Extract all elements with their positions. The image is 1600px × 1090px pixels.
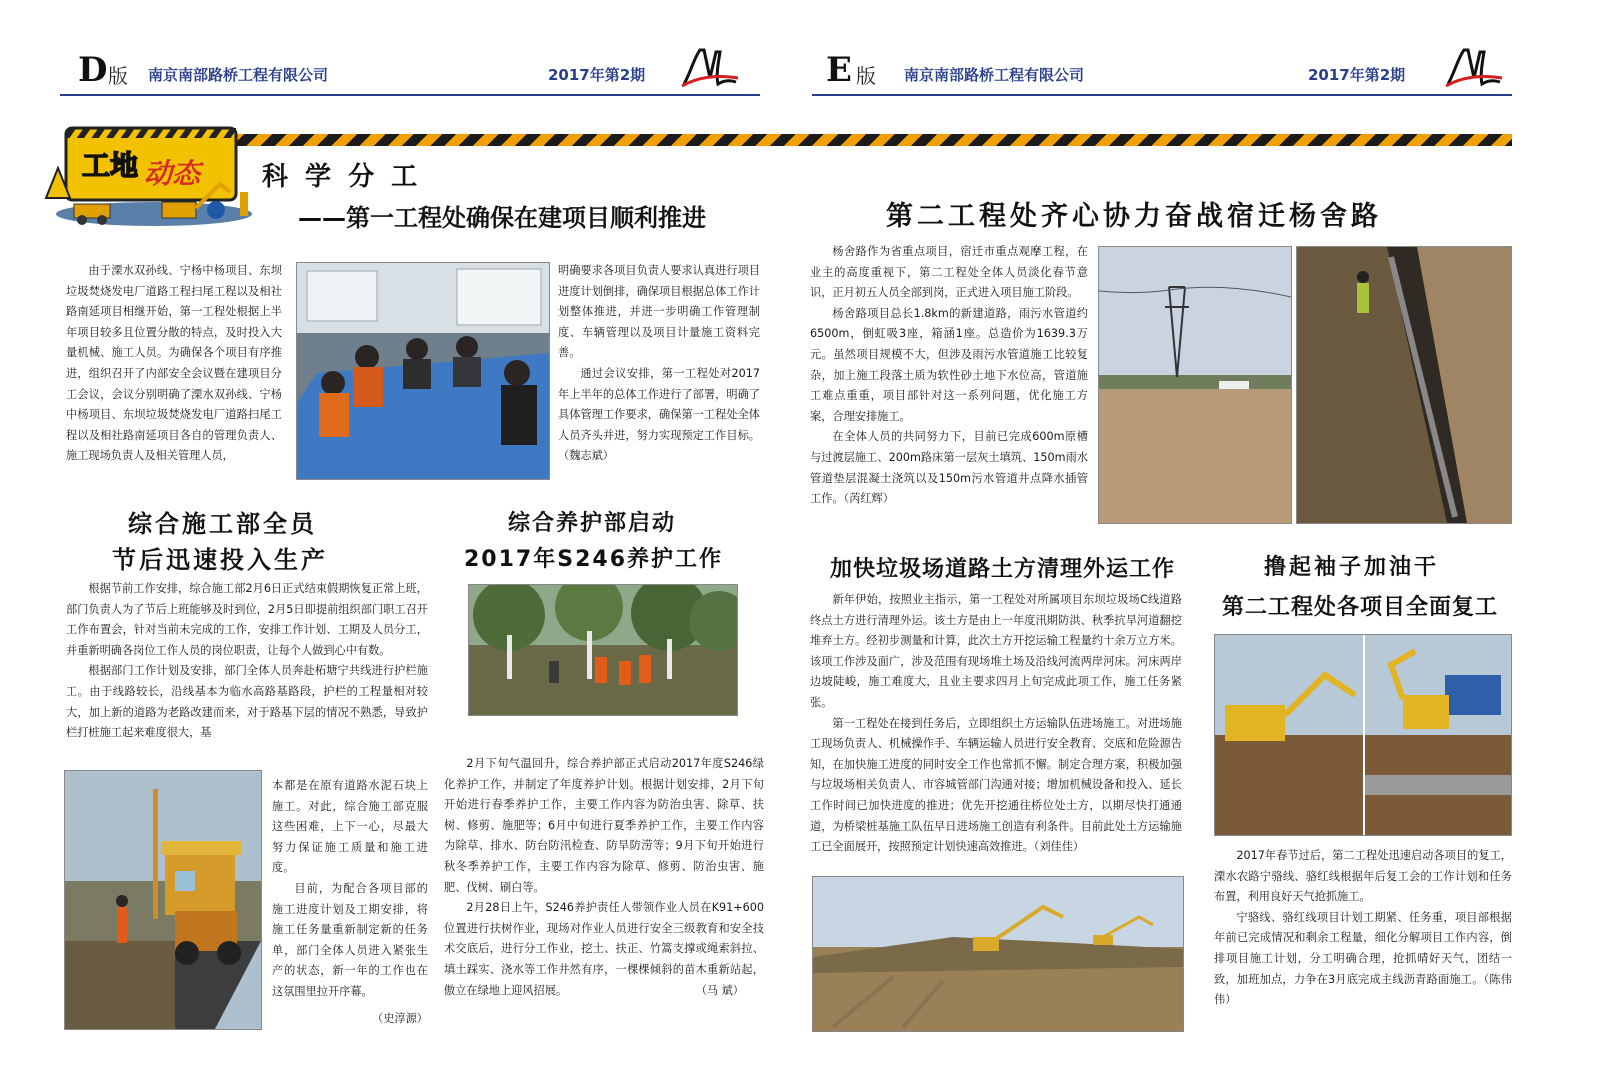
earthwork-photo xyxy=(812,876,1184,1032)
road-site-photo xyxy=(1098,246,1292,524)
tree-planting-photo xyxy=(468,584,738,716)
article-paragraph: 本都是在原有道路水泥石块上施工。对此，综合施工部克服这些困难，上下一心，尽最大努力保证施工质量和施工进度。 xyxy=(272,779,428,875)
author-signature: （马 斌） xyxy=(695,984,744,998)
article-paragraph: 2月下旬气温回升，综合养护部正式启动2017年度S246绿化养护工作，并制定了年度养护计划。根据计划安排，2月下旬开始进行春季养护工作，主要工作内容为防治虫害、除草、扶树、修剪、施肥等；6月中旬进行夏季养护工作，主要工作内容为除草、排水、防台防汛检查、防旱防涝等；9月下旬开始进行秋冬季养护工作，主要工作内容为除草、修剪、防治虫害、施肥、伐树、刷白等。 xyxy=(444,757,764,894)
article-paragraph: 由于溧水双孙线、宁杨中杨项目、东坝垃圾焚烧发电厂道路工程扫尾工程以及相社路南延项目相继开始，第一工程处根据上半年项目较多且位置分散的特点，及时投入大量机械、施工人员。为确保各个项目有序推进，组织召开了内部安全会议暨在建项目分工会议，会议分别明确了溧水双孙线、宁杨中杨项目、东坝垃圾焚烧发电厂道路扫尾工程以及相社路南延项目各自的管理负责人、施工现场负责人及相关管理人员， xyxy=(66,264,282,463)
article-title: 2017年S246养护工作 xyxy=(464,547,723,572)
article-title: 第二工程处各项目全面复工 xyxy=(1222,595,1499,620)
edition-label: 版 xyxy=(856,64,876,88)
article-paragraph: 第一工程处在接到任务后，立即组织土方运输队伍进场施工。对进场施工现场负责人、机械操作手、车辆运输人员进行安全教育、交底和危险源告知，在加快施工进度的同时安全工作也常抓不懈。制定合理方案，积极加强与垃圾场相关负责人、市容城管部门沟通对接；增加机械设备和投入、延长工作时间已加快进度的推进；优先开挖通往桥位处土方，以期尽快打通通道，为桥梁桩基施工队伍早日进场施工创造有利条件。目前此处土方运输施工已全面展开，按照预定计划快速高效推进。（刘佳佳） xyxy=(810,716,1182,854)
article-paragraph: 根据节前工作安排，综合施工部2月6日正式结束假期恢复正常上班，部门负责人为了节后上班能够及时到位，2月5日即提前组织部门职工召开工作布置会，针对当前未完成的工作，安排工作计划、工期及人员分工，并重新明确各岗位工作人员的岗位职责，让每个人做到心中有数。 xyxy=(66,582,428,657)
issue-number: 2017年第2期 xyxy=(1308,66,1406,84)
article-paragraph: 杨舍路作为省重点项目，宿迁市重点观摩工程，在业主的高度重视下，第二工程处全体人员淡化春节意识，正月初五人员全部到岗，正式进入项目施工阶段。 xyxy=(810,245,1088,300)
right-page-header xyxy=(812,44,1512,96)
article-column xyxy=(810,590,1182,858)
pile-driver-photo xyxy=(64,770,262,1030)
construction-badge-icon xyxy=(44,122,254,230)
article-column xyxy=(810,242,1088,510)
article-title: 第二工程处齐心协力奋战宿迁杨舍路 xyxy=(886,201,1382,232)
edition-label: 版 xyxy=(108,64,128,88)
edition-letter: D xyxy=(78,50,108,90)
article-column xyxy=(1214,846,1512,1011)
excavator-photo xyxy=(1214,634,1512,836)
article-column xyxy=(66,261,282,467)
article-paragraph: 目前，为配合各项目部的施工进度计划及工期安排，将施工任务量重新制定新的任务单，部门全体人员进入紧张生产的状态，新一年的工作也在这氛围里拉开序幕。 xyxy=(272,881,428,998)
header-rule xyxy=(60,94,760,96)
article-subtitle: ——第一工程处确保在建项目顺利推进 xyxy=(298,204,706,232)
trench-pipe-photo xyxy=(1296,246,1512,524)
article-paragraph: 在全体人员的共同努力下，目前已完成600m原槽与过渡层施工、200m路床第一层灰土填筑、150m雨水管道垫层混凝土浇筑以及150m污水管道井点降水插管工作。（芮红辉） xyxy=(810,430,1088,506)
article-title: 节后迅速投入生产 xyxy=(112,546,328,574)
article-column xyxy=(444,754,764,1002)
meeting-photo xyxy=(296,262,550,480)
article-title: 综合养护部启动 xyxy=(508,511,677,536)
badge-text-a: 工地 xyxy=(82,149,139,182)
article-title: 综合施工部全员 xyxy=(128,510,317,538)
article-paragraph: 2017年春节过后，第二工程处迅速启动各项目的复工，溧水农路宁骆线、骆红线根据年后复工会的工作计划和任务布置，利用良好天气抢抓施工。 xyxy=(1214,849,1512,904)
nl-logo-icon xyxy=(1444,44,1504,96)
article-title: 撸起袖子加油干 xyxy=(1264,555,1440,580)
edition-letter: E xyxy=(826,50,852,90)
issue-number: 2017年第2期 xyxy=(548,66,646,84)
left-page-header xyxy=(60,44,760,96)
article-paragraph: 宁骆线、骆红线项目计划工期紧、任务重，项目部根据年前已完成情况和剩余工程量，细化分解项目工作内容，倒排项目施工计划，分工明确合理，抢抓晴好天气，团结一致，加班加点，力争在3月底完成主线沥青路面施工。（陈伟伟） xyxy=(1214,910,1512,1007)
article-title: 科 学 分 工 xyxy=(262,162,422,192)
author-signature: （史淳源） xyxy=(372,1011,428,1025)
hazard-stripe xyxy=(230,134,1512,146)
article-paragraph: 通过会议安排，第一工程处对2017年上半年的总体工作进行了部署，明确了具体管理工作要求，确保第一工程处全体人员齐头并进，努力实现预定工作目标。（魏志斌） xyxy=(558,366,760,463)
article-paragraph: 明确要求各项目负责人要求认真进行项目进度计划倒排，确保项目根据总体工作计划整体推进，并进一步明确工作管理制度、车辆管理以及项目计量施工资料完善。 xyxy=(558,264,760,360)
article-title: 加快垃圾场道路土方清理外运工作 xyxy=(830,557,1176,582)
article-column xyxy=(272,776,428,1029)
nl-logo-icon xyxy=(680,44,740,96)
company-name: 南京南部路桥工程有限公司 xyxy=(904,66,1085,84)
article-column xyxy=(66,579,428,744)
company-name: 南京南部路桥工程有限公司 xyxy=(148,66,329,84)
article-column xyxy=(558,261,760,467)
article-paragraph: 新年伊始，按照业主指示，第一工程处对所属项目东坝垃圾场C线道路终点土方进行清理外运。该土方是由上一年度汛期防洪、秋季抗旱河道翻挖堆弃土方。经初步测量和计算，此次土方开挖运输工程量约十余万立方米。该项工作涉及面广，涉及范围有现场堆土场及沿线河流两岸河床。河床两岸边坡陡峻，施工难度大，且业主要求四月上旬完成此项工作，施工任务紧张。 xyxy=(810,593,1182,709)
header-rule xyxy=(812,94,1512,96)
article-paragraph: 根据部门工作计划及安排，部门全体人员奔赴柘塘宁共线进行护栏施工。由于线路较长，沿线基本为临水高路基路段，护栏的工程量相对较大，加上新的道路为老路改建而来，对于路基下层的情况不熟悉，导致护栏打桩施工起来难度很大，基 xyxy=(66,664,428,740)
article-paragraph: 2月28日上午，S246养护责任人带领作业人员在K91+600位置进行扶树作业，现场对作业人员进行安全三级教育和安全技术交底后，进行分工作业，挖土、扶正、竹篙支撑或绳索斜拉、填土踩实、浇水等工作井然有序，一棵棵倾斜的苗木重新站起，傲立在绿地上迎风招展。 xyxy=(444,901,764,997)
article-paragraph: 杨舍路项目总长1.8km的新建道路，雨污水管道约6500m，倒虹吸3座，箱涵1座。总造价为1639.3万元。虽然项目规模不大，但涉及雨污水管道施工比较复杂，加上施工段落土质为软性砂土地下水位高，管道施工难点重重，项目部针对这一系列问题，优化施工方案，合理安排施工。 xyxy=(810,306,1088,423)
badge-text-b: 动态 xyxy=(144,157,201,190)
